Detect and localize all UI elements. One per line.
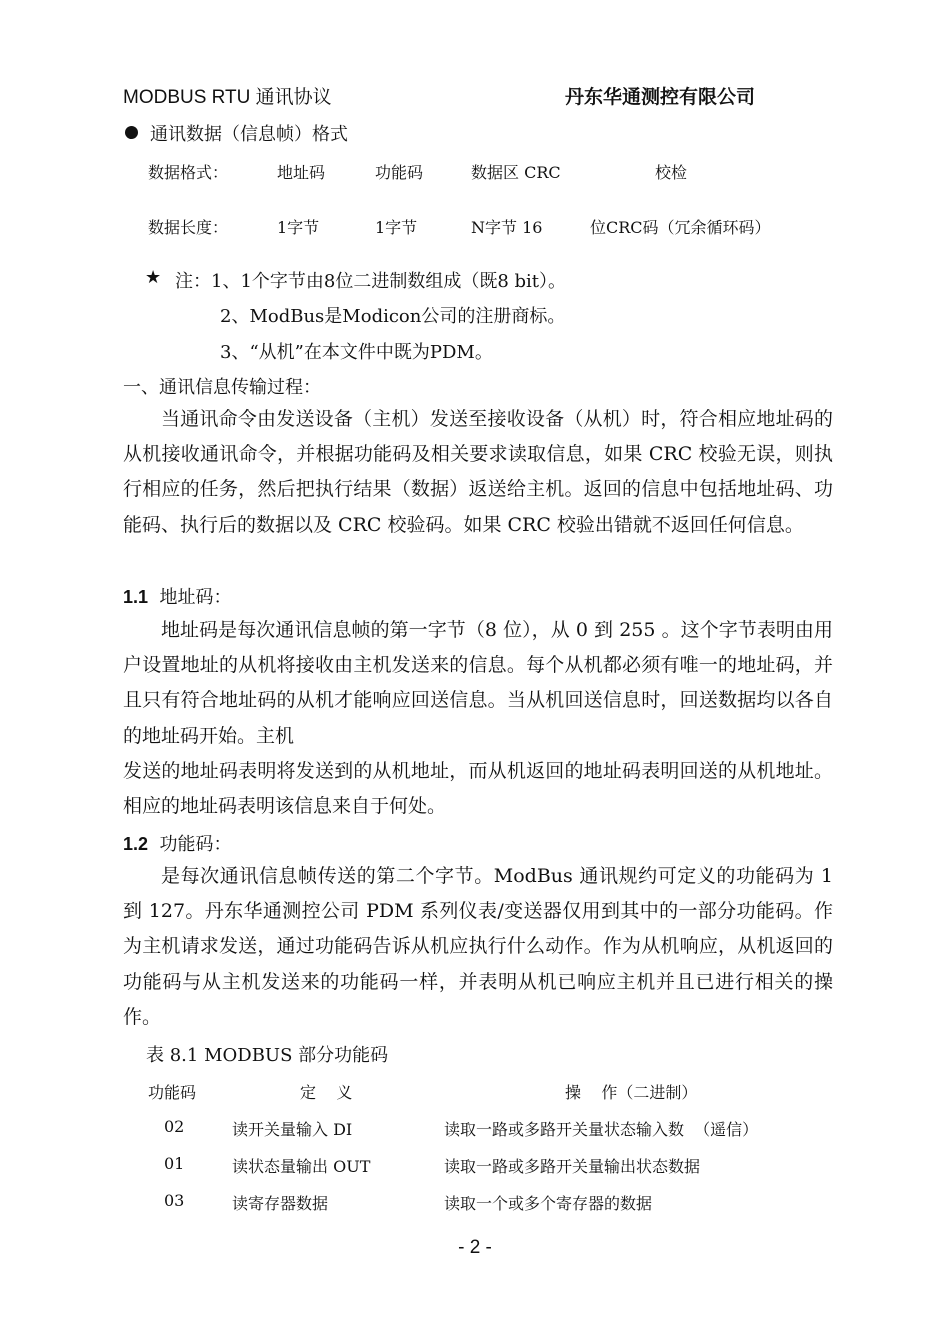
length-data: N字节 16 bbox=[471, 218, 543, 237]
section12-body: 是每次通讯信息帧传送的第二个字节。ModBus 通讯规约可定义的功能码为 1 到 127。丹东华通测控公司 PDM 系列仪表/变送器仅用到其中的一部分功能码。作为主机请求发送，通过功能码告诉从机应执行什么动作。作为从机响应，从机返回的功能码与从主机发送来的功能码一样，并表明从机已响应主机并且已进行相关的操作。 bbox=[123, 865, 833, 1028]
section11-title: 地址码： bbox=[159, 587, 232, 608]
format-label: 数据格式： bbox=[148, 163, 229, 182]
section11-body-a: 地址码是每次通讯信息帧的第一字节（8 位），从 0 到 255 。这个字节表明由用户设置地址的从机将接收由主机发送来的信息。每个从机都必须有唯一的地址码，并且只有符合地址码的从机才能响应回送信息。当从机回送信息时，回送数据均以各自的地址码开始。主机 bbox=[123, 619, 833, 747]
star-icon: ★ bbox=[145, 267, 162, 288]
frame-heading-text: 通讯数据（信息帧）格式 bbox=[150, 124, 348, 145]
table-row-2-operation: 读取一路或多路开关量输出状态数据 bbox=[444, 1157, 701, 1176]
length-crc: 位CRC码（冗余循环码） bbox=[590, 218, 771, 237]
table-header-code: 功能码 bbox=[148, 1083, 197, 1102]
section12-title: 功能码： bbox=[159, 834, 232, 855]
note-3: 3、“从机”在本文件中既为PDM。 bbox=[220, 342, 493, 363]
length-label: 数据长度： bbox=[148, 218, 229, 237]
section1-body: 当通讯命令由发送设备（主机）发送至接收设备（从机）时，符合相应地址码的从机接收通讯命令，并根据功能码及相关要求读取信息，如果 CRC 校验无误，则执行相应的任务，然后把执行结果（数据）返送给主机。返回的信息中包括地址码、功能码、执行后的数据以及 CRC 校验码。如果 CRC 校验出错就不返回任何信息。 bbox=[123, 408, 833, 536]
table-row-1-operation: 读取一路或多路开关量状态输入数 （遥信） bbox=[444, 1120, 759, 1139]
table-row-3-operation: 读取一个或多个寄存器的数据 bbox=[444, 1194, 653, 1213]
length-function: 1字节 bbox=[375, 218, 418, 237]
page-number: - 2 - bbox=[458, 1237, 492, 1258]
table-row-1-code: 02 bbox=[164, 1117, 185, 1136]
length-address: 1字节 bbox=[277, 218, 320, 237]
table-row-2-definition: 读状态量输出 OUT bbox=[232, 1157, 371, 1176]
format-data-crc: 数据区 CRC bbox=[471, 163, 561, 182]
section11-heading bbox=[123, 583, 231, 609]
table-header-definition: 定 义 bbox=[300, 1083, 353, 1102]
header-company: 丹东华通测控有限公司 bbox=[565, 87, 756, 108]
note-2: 2、ModBus是Modicon公司的注册商标。 bbox=[220, 306, 566, 327]
section12-heading bbox=[123, 830, 231, 856]
format-address: 地址码 bbox=[277, 163, 326, 182]
section12-number: 1.2 bbox=[123, 834, 149, 854]
note-1: 注：1、1个字节由8位二进制数组成（既8 bit）。 bbox=[175, 271, 567, 292]
section11-number: 1.1 bbox=[123, 587, 149, 607]
section1-title: 一、通讯信息传输过程： bbox=[123, 377, 321, 398]
format-function: 功能码 bbox=[375, 163, 424, 182]
table-header-operation: 操 作（二进制） bbox=[565, 1083, 698, 1102]
header-title: MODBUS RTU 通讯协议 bbox=[123, 87, 332, 108]
bullet-icon bbox=[125, 126, 138, 139]
table-row-1-definition: 读开关量输入 DI bbox=[232, 1120, 353, 1139]
format-check: 校检 bbox=[655, 163, 688, 182]
frame-heading bbox=[125, 120, 348, 146]
table-row-3-definition: 读寄存器数据 bbox=[232, 1194, 329, 1213]
table-row-2-code: 01 bbox=[164, 1154, 185, 1173]
section11-body-b: 发送的地址码表明将发送到的从机地址，而从机返回的地址码表明回送的从机地址。相应的地址码表明该信息来自于何处。 bbox=[123, 760, 833, 818]
table-caption: 表 8.1 MODBUS 部分功能码 bbox=[146, 1045, 389, 1066]
table-row-3-code: 03 bbox=[164, 1191, 185, 1210]
